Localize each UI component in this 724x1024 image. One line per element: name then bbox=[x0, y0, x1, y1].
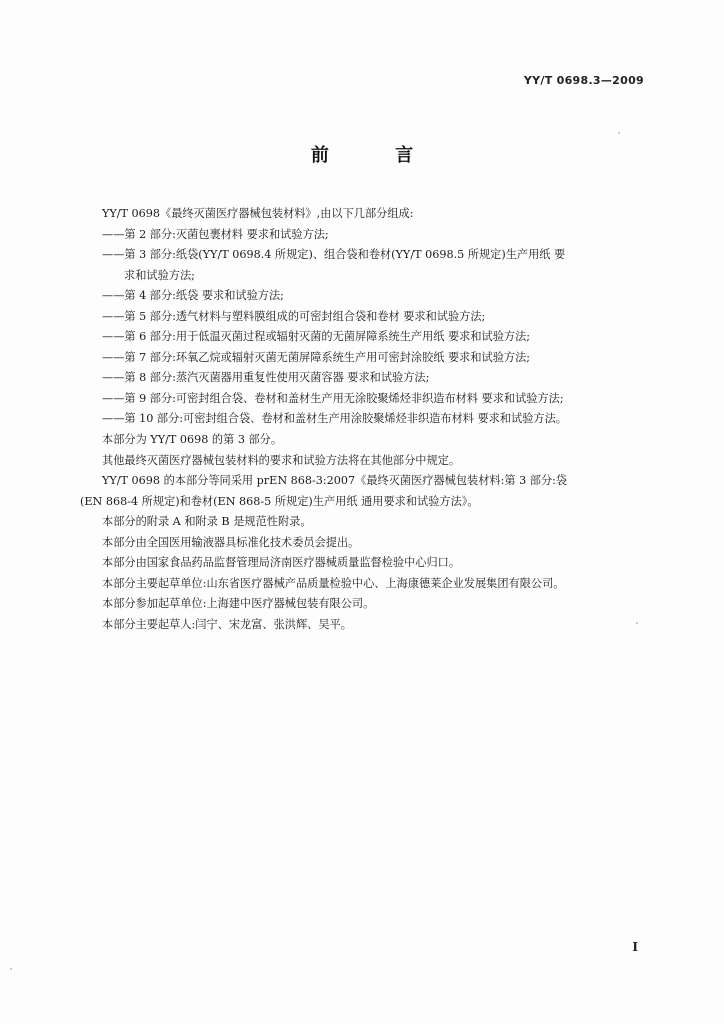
list-item-part-8: ——第 8 部分:蒸汽灭菌器用重复性使用灭菌容器 要求和试验方法; bbox=[102, 371, 430, 385]
page-number: I bbox=[632, 940, 638, 954]
list-item-part-9: ——第 9 部分:可密封组合袋、卷材和盖材生产用无涂胶聚烯烃非织造布材料 要求和试验方法; bbox=[102, 391, 564, 405]
list-item-part-10: ——第 10 部分:可密封组合袋、卷材和盖材生产用涂胶聚烯烃非织造布材料 要求和试验方法。 bbox=[102, 412, 567, 426]
list-item-part-5: ——第 5 部分:透气材料与塑料膜组成的可密封组合袋和卷材 要求和试验方法; bbox=[102, 309, 486, 323]
paragraph-main-drafters: 本部分主要起草单位:山东省医疗器械产品质量检验中心、上海康德莱企业发展集团有限公司。 bbox=[102, 576, 565, 590]
paragraph-centralized-by: 本部分由国家食品药品监督管理局济南医疗器械质量监督检验中心归口。 bbox=[102, 556, 461, 570]
scan-speck bbox=[636, 622, 638, 624]
list-item-part-3: ——第 3 部分:纸袋(YY/T 0698.4 所规定)、组合袋和卷材(YY/T 0698.5 所规定)生产用纸 要 bbox=[102, 248, 566, 262]
paragraph-intro: YY/T 0698《最终灭菌医疗器械包装材料》,由以下几部分组成: bbox=[102, 207, 414, 220]
list-item-part-4: ——第 4 部分:纸袋 要求和试验方法; bbox=[102, 289, 284, 303]
paragraph-proposed-by: 本部分由全国医用输液器具标准化技术委员会提出。 bbox=[102, 535, 360, 549]
list-item-part-6: ——第 6 部分:用于低温灭菌过程或辐射灭菌的无菌屏障系统生产用纸 要求和试验方法; bbox=[102, 330, 531, 344]
paragraph-drafting-persons: 本部分主要起草人:闫宁、宋龙富、张洪辉、吴平。 bbox=[102, 617, 352, 631]
list-item-part-3-continuation: 求和试验方法; bbox=[124, 268, 195, 282]
paragraph-participating-drafters: 本部分参加起草单位:上海建中医疗器械包装有限公司。 bbox=[102, 597, 375, 611]
paragraph-equivalence-continuation: (EN 868-4 所规定)和卷材(EN 868-5 所规定)生产用纸 通用要求和试验方法》。 bbox=[80, 494, 479, 508]
page-title: 前 言 bbox=[310, 145, 444, 166]
paragraph-annexes: 本部分的附录 A 和附录 B 是规范性附录。 bbox=[102, 515, 312, 529]
paragraph-other-parts: 其他最终灭菌医疗器械包装材料的要求和试验方法将在其他部分中规定。 bbox=[102, 453, 461, 467]
standard-code-header: YY/T 0698.3—2009 bbox=[523, 74, 644, 87]
list-item-part-2: ——第 2 部分:灭菌包裹材料 要求和试验方法; bbox=[102, 227, 329, 241]
paragraph-part-statement: 本部分为 YY/T 0698 的第 3 部分。 bbox=[102, 433, 283, 447]
list-item-part-7: ——第 7 部分:环氧乙烷或辐射灭菌无菌屏障系统生产用可密封涂胶纸 要求和试验方法; bbox=[102, 350, 531, 364]
paragraph-equivalence: YY/T 0698 的本部分等同采用 prEN 868-3:2007《最终灭菌医疗器械包装材料:第 3 部分:袋 bbox=[102, 474, 568, 488]
scan-speck bbox=[10, 968, 12, 970]
scan-speck bbox=[618, 132, 620, 134]
foreword-body bbox=[0, 204, 724, 635]
